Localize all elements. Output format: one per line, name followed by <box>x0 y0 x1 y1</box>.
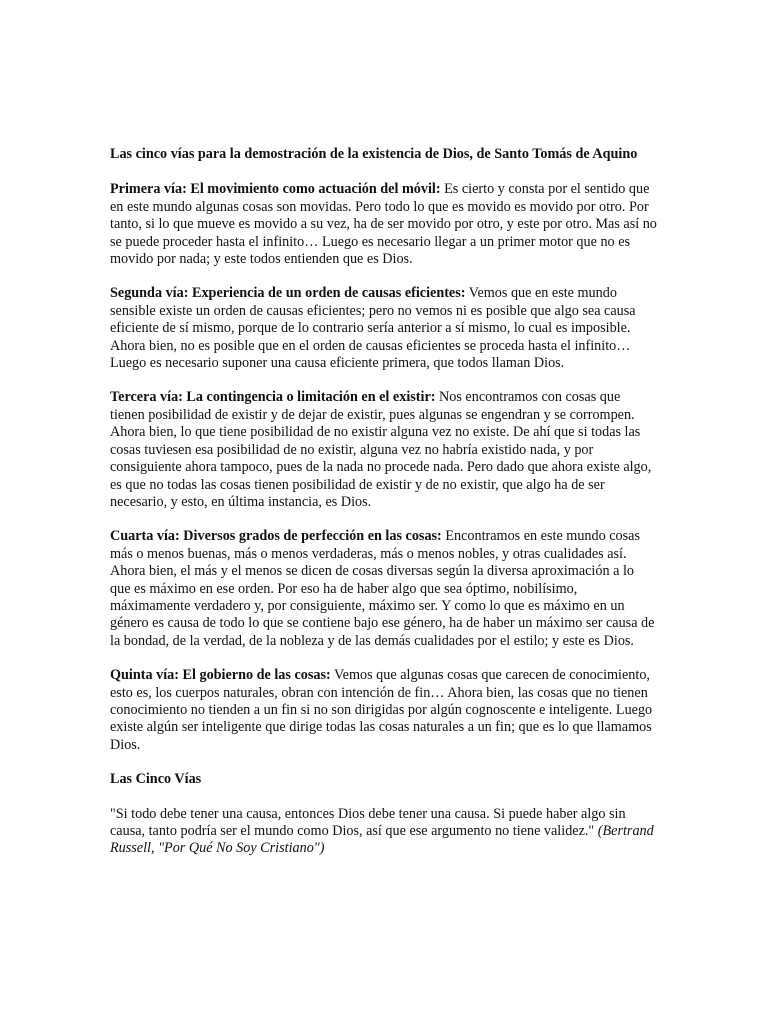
paragraph-text: Vemos que algunas cosas que carecen de conocimiento, esto es, los cuerpos naturales, obran con intención de fin… Ahora bien, las cosas que no tienen conocimiento no tienden a un fin si no son dirigidas por algún cognoscente e inteligente. Luego existe algún ser inteligente que dirige todas las cosas naturales a un fin; que es lo que llamamos Dios. <box>110 667 653 753</box>
document-title: Las cinco vías para la demostración de la existencia de Dios, de Santo Tomás de Aquino <box>110 146 638 162</box>
paragraph-text: Encontramos en este mundo cosas más o menos buenas, más o menos verdaderas, más o menos nobles, y otras cualidades así. Ahora bien, el más y el menos se dicen de cosas diversas según la diversa aproximación a lo que es máximo en ese orden. Por eso ha de haber algo que sea óptimo, nobilísimo, máximamente verdadero y, por consiguiente, máximo ser. Y como lo que es máximo en un género es causa de todo lo que se contiene bajo ese género, ha de haber un máximo ser causa de la bondad, de la verdad, de la nobleza y de las demás cualidades por el estilo; y este es Dios. <box>110 528 655 649</box>
quote-citation: (Bertrand Russell, "Por Qué No Soy Cristiano") <box>110 823 654 857</box>
paragraph-text: Vemos que en este mundo sensible existe un orden de causas eficientes; pero no vemos ni es posible que algo sea causa eficiente de sí mismo, porque de lo contrario sería anterior a sí mismo, lo cual es imposible. Ahora bien, no es posible que en el orden de causas eficientes se proceda hasta el infinito… Luego es necesario suponer una causa eficiente primera, que todos llaman Dios. <box>110 285 636 372</box>
section-heading: Las Cinco Vías <box>110 771 202 788</box>
paragraph-quinta-via <box>110 667 658 754</box>
quote-text: "Si todo debe tener una causa, entonces Dios debe tener una causa. Si puede haber algo sin causa, tanto podría ser el mundo como Dios, así que ese argumento no tiene validez." <box>110 805 626 839</box>
paragraph-primera-via <box>110 181 658 268</box>
paragraph-tercera-via <box>110 389 658 511</box>
paragraph-lead: Quinta vía: El gobierno de las cosas: <box>110 667 331 684</box>
paragraph-cuarta-via <box>110 528 658 650</box>
paragraph-text: Es cierto y consta por el sentido que en este mundo algunas cosas son movidas. Pero todo lo que es movido es movido por otro. Por tanto, si lo que mueve es movido a su vez, ha de ser movido por otro, y este por otro. Mas así no se puede proceder hasta el infinito… Luego es necesario llegar a un primer motor que no es movido por nada; y este todos entienden que es Dios. <box>110 181 657 268</box>
paragraph-lead: Segunda vía: Experiencia de un orden de causas eficientes: <box>110 285 466 302</box>
paragraph-lead: Primera vía: El movimiento como actuación del móvil: <box>110 181 441 198</box>
paragraph-lead: Cuarta vía: Diversos grados de perfección en las cosas: <box>110 528 442 545</box>
paragraph-lead: Tercera vía: La contingencia o limitación en el existir: <box>110 389 436 406</box>
paragraph-segunda-via <box>110 285 658 372</box>
document-page <box>110 146 658 858</box>
paragraph-text: Nos encontramos con cosas que tienen posibilidad de existir y de dejar de existir, pues algunas se engendran y se corrompen. Ahora bien, lo que tiene posibilidad de no existir alguna vez no existe. De ahí que si todas las cosas tuviesen esa posibilidad de no existir, alguna vez no habría existido nada, y por consiguiente ahora tampoco, pues de la nada no procede nada. Pero dado que ahora existe algo, es que no todas las cosas tienen posibilidad de existir y de no existir, que algo ha de ser necesario, y esto, en última instancia, es Dios. <box>110 389 652 510</box>
quote-block <box>110 806 658 858</box>
